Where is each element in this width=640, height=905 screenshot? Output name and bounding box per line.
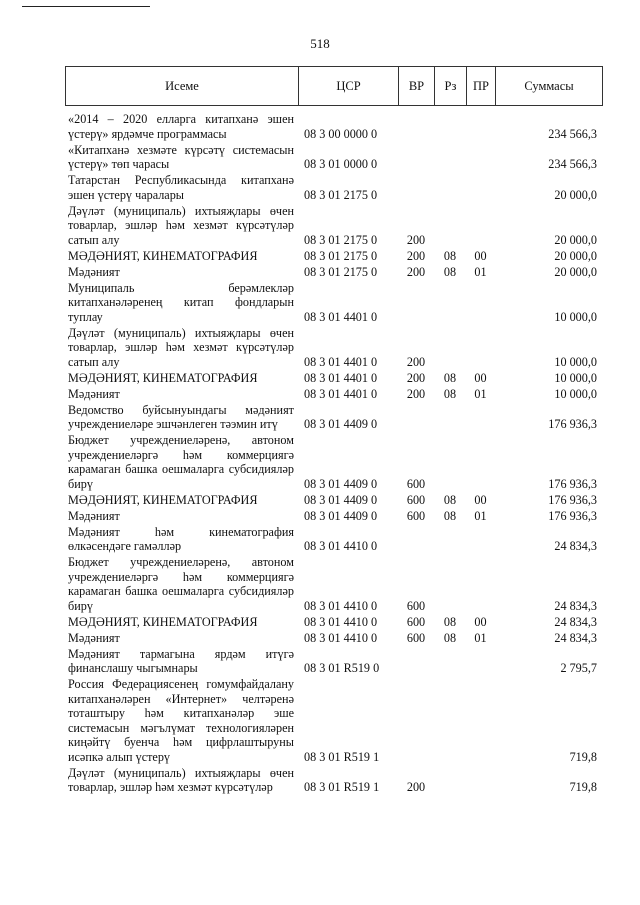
cell-csr: 08 3 01 2175 0: [304, 187, 378, 202]
cell-name: МӘДӘНИЯТ, КИНЕМАТОГРАФИЯ: [68, 614, 258, 629]
cell-sum: 20 000,0: [554, 187, 597, 202]
cell-sum: 176 936,3: [548, 476, 597, 491]
cell-csr: 08 3 00 0000 0: [304, 126, 378, 141]
cell-sum: 20 000,0: [554, 264, 597, 279]
cell-csr: 08 3 01 4401 0: [304, 354, 378, 369]
cell-csr: 08 3 01 4410 0: [304, 598, 378, 613]
cell-rz: 08: [443, 386, 457, 401]
cell-sum: 719,8: [569, 749, 597, 764]
cell-sum: 10 000,0: [554, 354, 597, 369]
cell-sum: 24 834,3: [554, 598, 597, 613]
table-row: [65, 387, 603, 402]
cell-sum: 10 000,0: [554, 386, 597, 401]
cell-name: Ведомство буйсынуындагы мәдәният учреждениеләре эшчәнлеген тәэмин итү: [68, 402, 294, 431]
cell-name: Мәдәният: [68, 508, 120, 523]
cell-sum: 176 936,3: [548, 508, 597, 523]
cell-name: Мәдәният һәм кинематография өлкәсендәге гамәлләр: [68, 524, 294, 553]
table-header: [65, 66, 603, 106]
table-row: [65, 631, 603, 646]
cell-sum: 176 936,3: [548, 492, 597, 507]
cell-name: Дәүләт (муниципаль) ихтыяҗлары өчен товарлар, эшләр һәм хезмәт күрсәтүләр: [68, 765, 294, 794]
table-row: [65, 509, 603, 524]
cell-rz: 08: [443, 614, 457, 629]
cell-pr: 00: [474, 492, 487, 507]
cell-csr: 08 3 01 R519 0: [304, 661, 380, 675]
table-row: [65, 265, 603, 280]
budget-table: [65, 66, 603, 795]
cell-csr: 08 3 01 4401 0: [304, 309, 378, 324]
page-number: 518: [310, 36, 330, 51]
cell-csr: 08 3 01 4409 0: [304, 492, 378, 507]
cell-name: Дәүләт (муниципаль) ихтыяҗлары өчен товарлар, эшләр һәм хезмәт күрсәтүләр сатып алу: [68, 203, 294, 247]
cell-name: Бюджет учреждениеләренә, автоном учреждениеләргә һәм коммерциягә карамаган башка оешмаларга субсидияләр бирү: [68, 555, 294, 613]
cell-csr: 08 3 01 4409 0: [304, 508, 378, 523]
cell-csr: 08 3 01 R519 1: [304, 780, 380, 794]
cell-csr: 08 3 01 2175 0: [304, 248, 378, 263]
cell-rz: 08: [443, 508, 457, 523]
cell-csr: 08 3 01 4410 0: [304, 539, 378, 553]
cell-sum: 234 566,3: [548, 157, 597, 171]
cell-pr: 00: [474, 370, 487, 385]
header-sum: Суммасы: [524, 78, 574, 93]
cell-sum: 20 000,0: [554, 232, 597, 247]
cell-csr: 08 3 01 4410 0: [304, 630, 378, 645]
cell-sum: 176 936,3: [548, 417, 597, 431]
table-row: [65, 249, 603, 264]
top-rule: [22, 6, 150, 7]
cell-csr: 08 3 01 2175 0: [304, 264, 378, 279]
cell-vr: 200: [406, 780, 426, 794]
table-row: [65, 766, 603, 795]
header-pr: ПР: [467, 67, 496, 105]
cell-sum: 20 000,0: [554, 248, 597, 263]
table-row: [65, 281, 603, 325]
header-name: Исеме: [66, 67, 299, 105]
cell-name: Россия Федерациясенең гомумфайдалану китапханәләрен «Интернет» челтәренә тоташтыру һәм китапханәләр эше системасын мәгълүмат технологияләрен киңәйтү буенча һәм цифрлаштыруны исәпкә алып үстерү: [68, 677, 294, 764]
cell-vr: 600: [406, 598, 426, 613]
header-csr: ЦСР: [299, 67, 399, 105]
cell-csr: 08 3 01 0000 0: [304, 157, 378, 171]
cell-sum: 10 000,0: [554, 309, 597, 324]
cell-csr: 08 3 01 4409 0: [304, 476, 378, 491]
cell-name: Бюджет учреждениеләренә, автоном учреждениеләргә һәм коммерциягә карамаган башка оешмаларга субсидияләр бирү: [68, 433, 294, 491]
cell-pr: 01: [474, 630, 487, 645]
cell-vr: 600: [406, 508, 426, 523]
cell-name: Мәдәният: [68, 630, 120, 645]
cell-pr: 00: [474, 614, 487, 629]
cell-vr: 200: [406, 354, 426, 369]
cell-vr: 200: [406, 264, 426, 279]
table-row: [65, 143, 603, 172]
cell-rz: 08: [443, 264, 457, 279]
cell-csr: 08 3 01 4409 0: [304, 417, 378, 431]
table-row: [65, 493, 603, 508]
cell-vr: 200: [406, 386, 426, 401]
table-row: [65, 173, 603, 202]
cell-csr: 08 3 01 4401 0: [304, 370, 378, 385]
cell-csr: 08 3 01 R519 1: [304, 749, 380, 764]
cell-sum: 719,8: [569, 780, 597, 794]
cell-vr: 600: [406, 492, 426, 507]
table-row: [65, 525, 603, 554]
table-row: [65, 647, 603, 676]
cell-name: Мәдәният: [68, 264, 120, 279]
cell-sum: 234 566,3: [548, 126, 597, 141]
table-row: [65, 371, 603, 386]
cell-name: МӘДӘНИЯТ, КИНЕМАТОГРАФИЯ: [68, 248, 258, 263]
cell-sum: 24 834,3: [554, 630, 597, 645]
cell-name: Муниципаль берәмлекләр китапханәләренең китап фондларын туплау: [68, 280, 294, 324]
header-rz: Рз: [435, 67, 467, 105]
cell-vr: 200: [406, 248, 426, 263]
table-row: [65, 403, 603, 432]
cell-name: МӘДӘНИЯТ, КИНЕМАТОГРАФИЯ: [68, 492, 258, 507]
cell-sum: 2 795,7: [560, 661, 597, 675]
cell-name: Мәдәният тармагына ярдәм итүгә финанслашу чыгымнары: [68, 646, 294, 675]
cell-rz: 08: [443, 248, 457, 263]
table-row: [65, 204, 603, 248]
cell-name: «Китапханә хезмәте күрсәтү системасын үстерү» төп чарасы: [68, 142, 294, 171]
cell-pr: 00: [474, 248, 487, 263]
cell-vr: 600: [406, 476, 426, 491]
cell-name: Татарстан Республикасында китапханә эшен үстерү чаралары: [68, 173, 294, 202]
cell-name: «2014 – 2020 елларга китапханә эшен үстерү» ярдәмче программасы: [68, 112, 294, 141]
cell-vr: 600: [406, 614, 426, 629]
cell-vr: 200: [406, 370, 426, 385]
cell-pr: 01: [474, 386, 487, 401]
cell-sum: 24 834,3: [554, 614, 597, 629]
table-row: [65, 433, 603, 491]
cell-vr: 200: [406, 232, 426, 247]
cell-name: Мәдәният: [68, 386, 120, 401]
table-row: [65, 615, 603, 630]
cell-pr: 01: [474, 508, 487, 523]
table-body: [65, 112, 603, 795]
cell-vr: 600: [406, 630, 426, 645]
cell-csr: 08 3 01 4401 0: [304, 386, 378, 401]
table-row: [65, 677, 603, 764]
header-vr: ВР: [399, 67, 435, 105]
table-row: [65, 112, 603, 141]
table-row: [65, 326, 603, 370]
cell-csr: 08 3 01 4410 0: [304, 614, 378, 629]
cell-sum: 10 000,0: [554, 370, 597, 385]
cell-rz: 08: [443, 370, 457, 385]
table-row: [65, 555, 603, 613]
cell-rz: 08: [443, 630, 457, 645]
cell-csr: 08 3 01 2175 0: [304, 232, 378, 247]
cell-name: Дәүләт (муниципаль) ихтыяҗлары өчен товарлар, эшләр һәм хезмәт күрсәтүләр сатып алу: [68, 325, 294, 369]
cell-rz: 08: [443, 492, 457, 507]
cell-pr: 01: [474, 264, 487, 279]
cell-sum: 24 834,3: [554, 539, 597, 553]
cell-name: МӘДӘНИЯТ, КИНЕМАТОГРАФИЯ: [68, 370, 258, 385]
